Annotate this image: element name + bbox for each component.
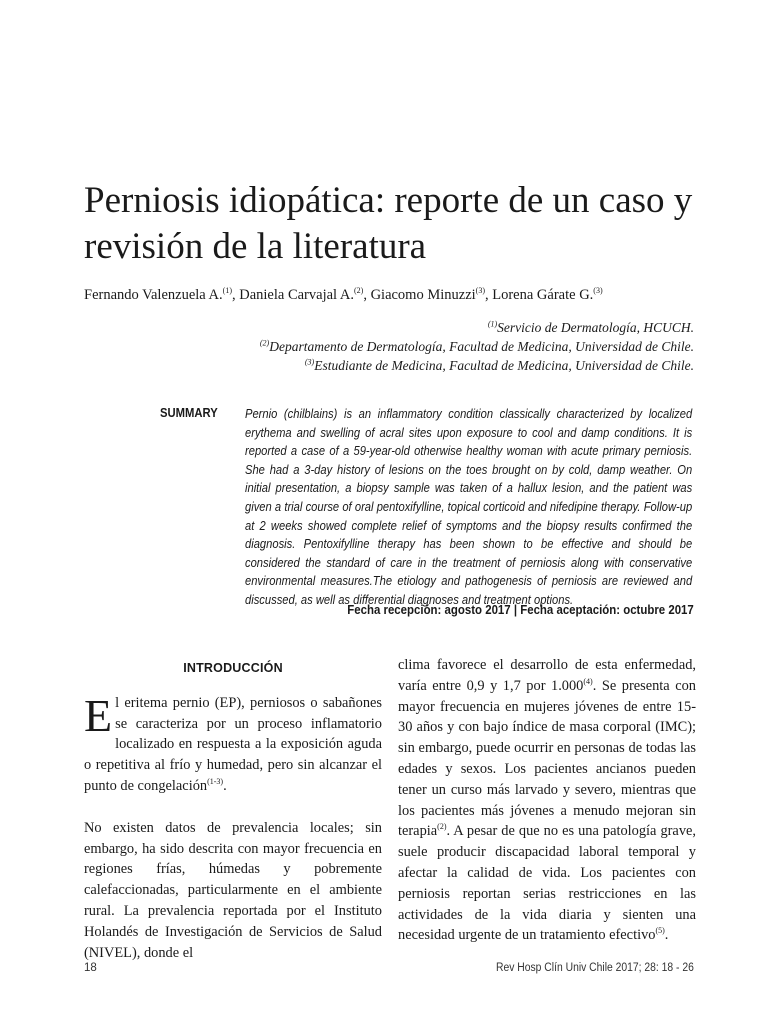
citation-ref: (1-3) [207,777,224,787]
summary-label: SUMMARY [160,406,218,420]
citation-ref: (2) [437,822,447,832]
drop-cap: E [84,689,113,741]
journal-citation: Rev Hosp Clín Univ Chile 2017; 28: 18 - 26 [496,962,694,974]
summary-text: Pernio (chilblains) is an inflammatory condition classically characterized by localized erythema and swelling of acral sites upon exposure to cool and damp conditions. It is reported a case of a 59-year-old otherwise healthy woman with acute primary perniosis. She had a 3-day history of lesions on the toes brought on by cold, damp weather. On initial presentation, a biopsy sample was taken of a hallux lesion, and the patient was given a trial course of oral pentoxifylline, topical corticoid and nifedipine therapy. Follow-up at 2 weeks showed complete relief of symptoms and the biopsy results confirmed the diagnosis. Pentoxifylline therapy has been shown to be effective and should be considered the standard of care in the treatment of perniosis along with conservative environmental measures.The etiology and pathogenesis of perniosis are reviewed and discussed, as well as differential diagnoses and treatment options. [245,406,693,607]
affiliation-ref: (3) [304,357,315,367]
paragraph-text: l eritema pernio (EP), perniosos o sabañones se caracteriza por un proceso inflamatorio localizado en respuesta a la exposición aguda o repetitiva al frío y humedad, pero sin alcanzar el punto de congelación [84,694,382,794]
author-ref: (3) [475,286,485,296]
author-list: Fernando Valenzuela A.$^{(1)}$, Daniela Carvajal A.$^{(2)}$, Giacomo Minuzzi$^{(3)}$, Lorena Gárate G.$^{(3)}$ [84,286,603,303]
author-ref: (3) [593,286,603,296]
author-name: Lorena Gárate G. [492,287,594,303]
citation-ref: (4) [583,677,593,686]
page-number: 18 [84,962,97,974]
affiliation-text: Estudiante de Medicina, Facultad de Medicina, Universidad de Chile. [314,358,694,373]
author-ref: (2) [353,286,364,296]
intro-paragraph: No existen datos de prevalencia locales; sin embargo, ha sido descrita con mayor frecuencia en regiones frías, húmedas y pobremente calefaccionadas, particularmente en el ambiente rural. La prevalencia reportada por el Instituto Holandés de Investigación de Servicios de Salud (NIVEL), donde el [84,819,382,961]
affiliation-list [94,318,694,375]
affiliation-ref: (2) [259,338,270,348]
paragraph-end: . [664,927,669,944]
affiliation [94,318,694,337]
affiliation-text: Departamento de Dermatología, Facultad de Medicina, Universidad de Chile. [269,339,694,354]
author-name: Fernando Valenzuela A. [84,287,223,303]
article-title: Perniosis idiopática: reporte de un caso y revisión de la literatura [84,180,693,267]
paragraph-end: . [223,777,227,794]
paragraph-text: clima favorece el desarrollo de esta enfermedad, varía entre 0,9 y 1,7 por 1.000 [398,657,696,694]
citation-ref: (5) [655,926,665,936]
intro-paragraph [398,655,696,946]
affiliation [94,356,694,375]
right-column [398,655,696,946]
affiliation [94,337,694,356]
author-name: Daniela Carvajal A. [239,287,354,303]
affiliation-text: Servicio de Dermatología, HCUCH. [497,320,694,335]
left-column [84,654,382,963]
author-ref: (1) [222,286,232,296]
reception-dates: Fecha recepción: agosto 2017 | Fecha aceptación: octubre 2017 [347,602,694,617]
paragraph-text: . A pesar de que no es una patología grave, suele producir discapacidad laboral temporal y afectar la calidad de vida. Los pacientes con perniosis reportan serias restricciones en las actividades de la vida diaria y sienten una necesidad urgente de un tratamiento efectivo [398,823,696,944]
intro-paragraph [84,689,382,797]
author-name: Giacomo Minuzzi [370,287,476,303]
section-heading: INTRODUCCIÓN [183,661,283,675]
paragraph-text: . Se presenta con mayor frecuencia en mujeres jóvenes de entre 15-30 años y con bajo índice de masa corporal (IMC); sin embargo, puede ocurrir en personas de todas las edades y sexos. Los pacientes ancianos pueden tener un curso más larvado y severo, mientras que los pacientes más jóvenes a menudo mejoran sin terapia [398,677,696,840]
affiliation-ref: (1) [487,319,498,329]
